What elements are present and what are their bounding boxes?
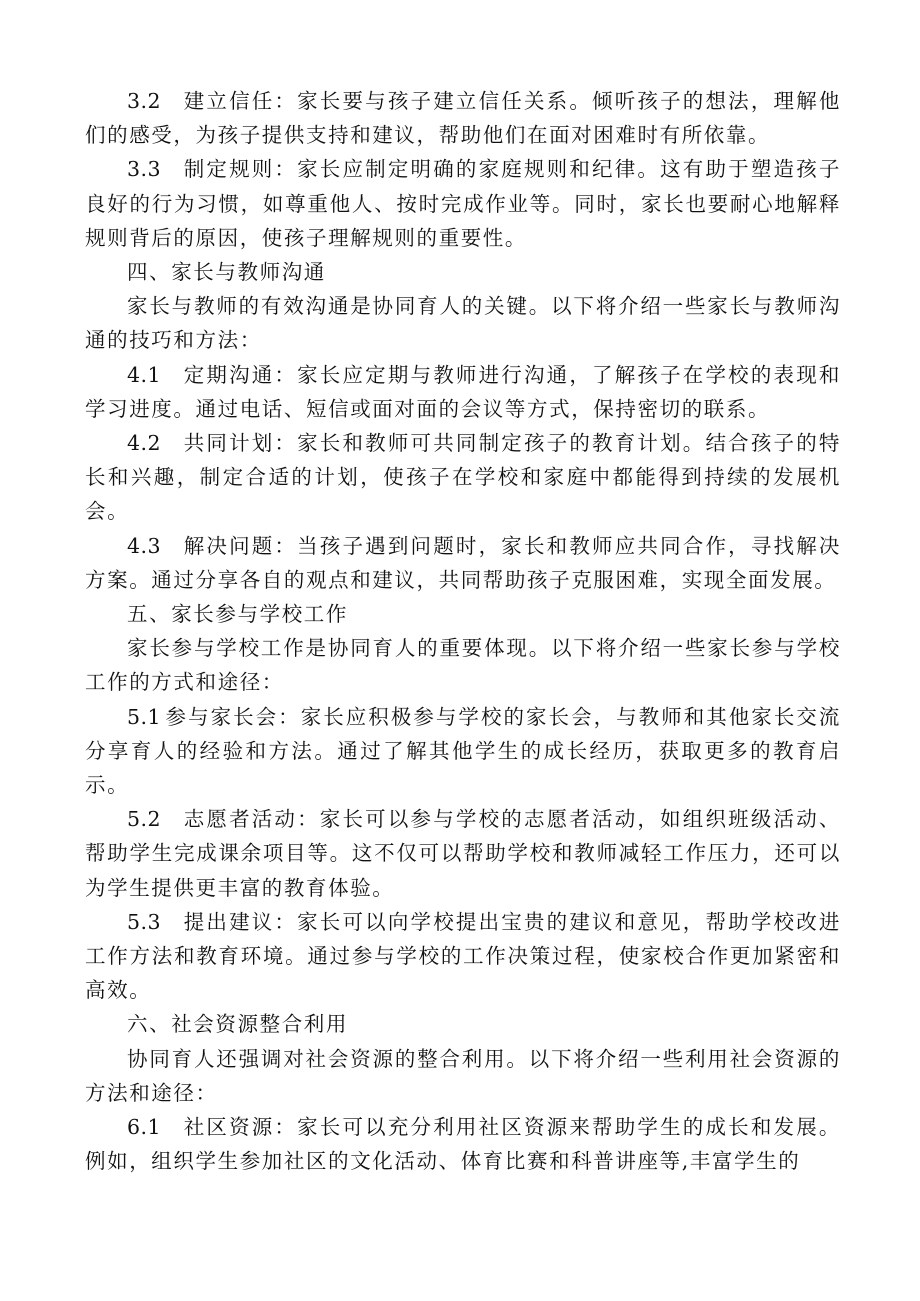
paragraph-text: 提出建议：家长可以向学校提出宝贵的建议和意见，帮助学校改进工作方法和教育环境。通过参与学校的工作决策过程，使家校合作更加紧密和高效。 [85,909,841,1003]
paragraph-intro-4 [85,289,841,357]
paragraph-3-2 [85,84,841,152]
paragraph-6-1 [85,1110,841,1178]
paragraph-4-1 [85,358,841,426]
paragraph-text: 志愿者活动：家长可以参与学校的志愿者活动，如组织班级活动、帮助学生完成课余项目等。这不仅可以帮助学校和教师减轻工作压力，还可以为学生提供更丰富的教育体验。 [85,807,841,900]
paragraph-text: 参与家长会：家长应积极参与学校的家长会，与教师和其他家长交流分享育人的经验和方法。通过了解其他学生的成长经历，获取更多的教育启示。 [85,704,841,798]
paragraph-text: 社区资源：家长可以充分利用社区资源来帮助学生的成长和发展。例如，组织学生参加社区的文化活动、体育比赛和科普讲座等,丰富学生的 [85,1115,841,1174]
item-number: 4.2 [127,431,162,456]
paragraph-text: 解决问题：当孩子遇到问题时，家长和教师应共同合作，寻找解决方案。通过分享各自的观点和建议，共同帮助孩子克服困难，实现全面发展。 [85,533,841,592]
paragraph-text: 共同计划：家长和教师可共同制定孩子的教育计划。结合孩子的特长和兴趣，制定合适的计划，使孩子在学校和家庭中都能得到持续的发展机会。 [85,431,841,524]
heading-text: 五、家长参与学校工作 [127,602,348,627]
item-number: 3.3 [127,157,162,182]
paragraph-text: 建立信任：家长要与孩子建立信任关系。倾听孩子的想法，理解他们的感受，为孩子提供支持和建议，帮助他们在面对困难时有所依靠。 [85,89,841,148]
paragraph-text: 制定规则：家长应制定明确的家庭规则和纪律。这有助于塑造孩子良好的行为习惯，如尊重他人、按时完成作业等。同时，家长也要耐心地解释规则背后的原因，使孩子理解规则的重要性。 [85,157,841,250]
paragraph-intro-6 [85,1042,841,1110]
section-heading-6 [85,1007,841,1041]
paragraph-text: 家长与教师的有效沟通是协同育人的关键。以下将介绍一些家长与教师沟通的技巧和方法： [85,294,841,353]
item-number: 5.2 [127,807,162,832]
paragraph-text: 家长参与学校工作是协同育人的重要体现。以下将介绍一些家长参与学校工作的方式和途径： [85,636,841,695]
paragraph-5-3 [85,905,841,1008]
paragraph-3-3 [85,152,841,255]
item-number: 5.3 [127,909,162,934]
item-number: 6.1 [127,1115,162,1140]
section-heading-4 [85,255,841,289]
paragraph-5-1 [85,700,841,803]
paragraph-4-2 [85,426,841,529]
item-number: 4.1 [127,362,162,387]
item-number: 4.3 [127,533,162,558]
paragraph-text: 协同育人还强调对社会资源的整合利用。以下将介绍一些利用社会资源的方法和途径： [85,1046,841,1105]
item-number: 3.2 [127,89,162,113]
item-number: 5.1 [127,704,162,729]
paragraph-4-3 [85,529,841,597]
paragraph-intro-5 [85,631,841,699]
heading-text: 四、家长与教师沟通 [127,260,326,285]
paragraph-5-2 [85,802,841,905]
heading-text: 六、社会资源整合利用 [127,1012,348,1037]
document-page [85,84,841,1179]
section-heading-5 [85,597,841,631]
paragraph-text: 定期沟通：家长应定期与教师进行沟通，了解孩子在学校的表现和学习进度。通过电话、短信或面对面的会议等方式，保持密切的联系。 [85,362,841,421]
